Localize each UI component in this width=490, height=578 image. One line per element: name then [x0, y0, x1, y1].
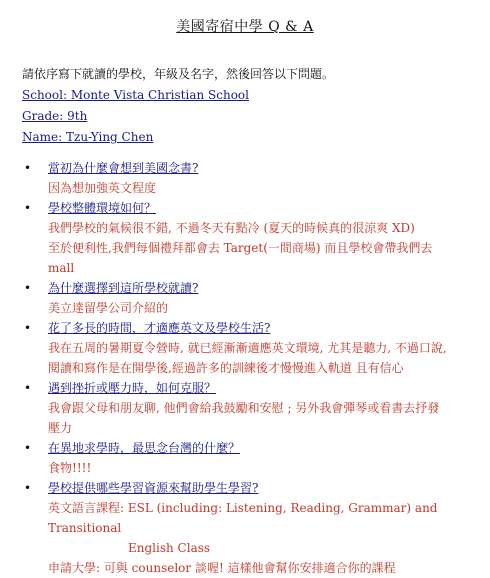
question-text: 在異地求學時，最思念台灣的什麼？	[48, 441, 241, 455]
bullet-icon: •	[24, 441, 32, 455]
qa-item	[22, 378, 482, 438]
school-field: School: Monte Vista Christian School	[22, 88, 249, 102]
qa-item	[22, 278, 482, 318]
qa-item	[22, 438, 482, 478]
question-text: 為什麼選擇到這所學校就讀?	[48, 281, 199, 295]
qa-item	[22, 158, 482, 198]
bullet-icon: •	[24, 201, 32, 215]
qa-item	[22, 198, 482, 278]
question-text: 花了多長的時間，才適應英文及學校生活?	[48, 321, 271, 335]
answer-text: mall	[48, 261, 75, 275]
grade-field: Grade: 9th	[22, 109, 88, 123]
answer-text: 我們學校的氣候很不錯, 不過冬天有點冷 (夏天的時候真的很涼爽 XD)	[48, 221, 415, 235]
answer-text: 閱讀和寫作是在開學後,經過許多的訓練後才慢慢進入軌道 且有信心	[48, 361, 404, 375]
question-text: 學校提供哪些學習資源來幫助學生學習?	[48, 481, 259, 495]
bullet-icon: •	[24, 161, 32, 175]
answer-text: English Class	[128, 541, 211, 555]
answer-text: 英文語言課程: ESL (including: Listening, Reading, Grammar) and Transitional	[48, 501, 438, 535]
answer-text: 我在五周的暑期夏令營時, 就已經漸漸適應英文環境, 尤其是聽力, 不過口說,	[48, 341, 447, 355]
qa-list	[22, 158, 482, 578]
qa-item	[22, 478, 482, 578]
page-title: 美國寄宿中學 Q & A	[176, 19, 314, 35]
qa-item	[22, 318, 482, 378]
answer-text: 申請大學: 可與 counselor 談喔! 這樣他會幫你安排適合你的課程	[48, 561, 396, 575]
intro-block	[22, 64, 334, 148]
name-field: Name: Tzu-Ying Chen	[22, 130, 154, 144]
bullet-icon: •	[24, 281, 32, 295]
instruction-text: 請依序寫下就讀的學校，年級及名字，然後回答以下問題。	[22, 67, 335, 81]
answer-text: 至於便利性,我們每個禮拜都會去 Target(一間商場) 而且學校會帶我們去	[48, 241, 433, 255]
question-text: 當初為什麼會想到美國念書?	[48, 161, 199, 175]
bullet-icon: •	[24, 481, 32, 495]
answer-text: 因為想加強英文程度	[48, 181, 157, 195]
answer-text: 我會跟父母和朋友聊, 他們會給我鼓勵和安慰 ; 另外我會彈琴或看書去抒發	[48, 401, 440, 415]
question-text: 遇到挫折或壓力時，如何克服？	[48, 381, 217, 395]
answer-text: 壓力	[48, 421, 73, 435]
answer-text: 美立達留學公司介紹的	[48, 301, 169, 315]
bullet-icon: •	[24, 381, 32, 395]
question-text: 學校整體環境如何？	[48, 201, 157, 215]
answer-text: 食物!!!!	[48, 461, 92, 475]
bullet-icon: •	[24, 321, 32, 335]
